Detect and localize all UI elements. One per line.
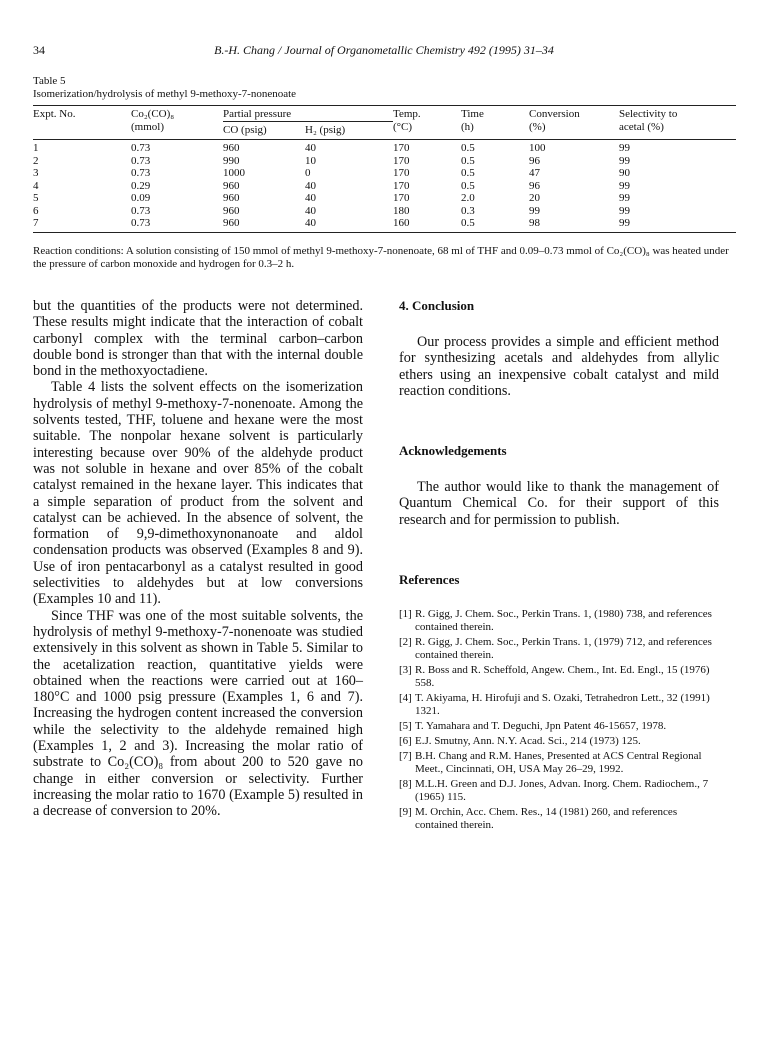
section-title-acknowledgements: Acknowledgements	[399, 443, 507, 459]
col-header-selectivity-unit: acetal (%)	[619, 121, 736, 140]
reference-text: T. Yamahara and T. Deguchi, Jpn Patent 46-15657, 1978.	[415, 720, 667, 733]
table-cell: 0.5	[461, 142, 475, 154]
col-header-time-unit: (h)	[461, 121, 529, 140]
table-cell: 960	[223, 142, 240, 154]
table-row	[33, 167, 736, 180]
col-header-time: Time	[461, 106, 529, 122]
table-cell: 960	[223, 204, 240, 217]
table-row	[33, 192, 736, 205]
table-footnote: Reaction conditions: A solution consisting of 150 mmol of methyl 9-methoxy-7-nonenoate, 68 ml of THF and 0.09–0.73 mmol of Co₂(CO)₈ was heated under the pressure of carbon monoxide and hydrogen for 0.3–2 h.	[33, 245, 729, 270]
table-cell: 0.09	[131, 192, 151, 204]
page-header	[33, 43, 735, 59]
table-cell: 99	[619, 204, 630, 217]
table-cell: 0	[305, 167, 311, 179]
reference-number: [8]	[399, 778, 412, 791]
table-cell: 40	[305, 179, 316, 192]
body-paragraph: Since THF was one of the most suitable solvents, the hydrolysis of methyl 9-methoxy-7-nonenoate was studied extensively in this solvent as shown in Table 5. Similar to the acetalization reaction, quantitative yields were obtained when the reactions were carried out at 160–180°C and 1000 psig pressure (Examples 1, 6 and 7). Increasing the hydrogen content increased the conversion while the selectivity to the aldehyde remained high (Examples 1, 2 and 3). Increasing the molar ratio of substrate to Co₂(CO)₈ from about 200 to 520 gave no change in either conversion or selectivity. Further increasing the molar ratio to 1670 (Example 5) resulted in a decrease of conversion to 20%.	[33, 607, 363, 820]
right-column	[399, 298, 719, 834]
reference-text: M.L.H. Green and D.J. Jones, Advan. Inorg. Chem. Radiochem., 7 (1965) 115.	[415, 778, 709, 804]
table-row	[33, 217, 736, 232]
reference-item	[399, 806, 719, 832]
table-cell: 96	[529, 179, 540, 192]
col-header-conversion: Conversion	[529, 106, 619, 122]
reference-item	[399, 778, 719, 804]
table-cell: 5	[33, 192, 39, 204]
table-cell: 990	[223, 154, 240, 167]
col-header-selectivity: Selectivity to	[619, 106, 736, 122]
table-label: Table 5	[33, 75, 66, 87]
body-paragraph: Table 4 lists the solvent effects on the isomerization hydrolysis of methyl 9-methoxy-7-nonenoate. Among the solvents tested, THF, toluene and hexane were the most suitable. The nonpolar hexane solvent is particularly interesting because over 90% of the aldehyde product was not soluble in hexane and over 85% of the cobalt catalyst remained in the hexane layer. This indicates that a simple separation of product from the solvent and catalyst can be achieved. In the absence of solvent, the formation of 9,9-dimethoxynonanoate and aldol condensation products was observed (Examples 8 and 9). Use of iron pentacarbonyl as a catalyst resulted in good selectivities to aldehydes but at low conversions (Examples 10 and 11).	[33, 379, 363, 608]
table-cell: 99	[619, 192, 630, 204]
table-cell: 0.73	[131, 204, 151, 217]
col-header-h2: H₂ (psig)	[305, 121, 393, 140]
table-cell: 0.73	[131, 142, 151, 154]
table-cell: 40	[305, 217, 393, 232]
table-cell: 2.0	[461, 192, 475, 204]
col-header-expt: Expt. No.	[33, 106, 131, 122]
table-cell: 6	[33, 204, 39, 217]
reference-item	[399, 692, 719, 718]
table-cell: 170	[393, 179, 410, 192]
reference-number: [7]	[399, 750, 412, 763]
table-row	[33, 180, 736, 193]
table-cell: 3	[33, 167, 39, 179]
table-cell: 47	[529, 167, 540, 179]
table-cell: 99	[619, 154, 630, 167]
table-cell: 0.5	[461, 217, 529, 232]
table-row	[33, 140, 736, 155]
table-cell: 99	[619, 142, 630, 154]
table-cell: 960	[223, 192, 240, 204]
table-cell: 2	[33, 154, 39, 167]
reference-number: [6]	[399, 735, 412, 748]
table-cell: 90	[619, 167, 630, 179]
table-cell: 99	[619, 179, 630, 192]
table-cell: 180	[393, 204, 410, 217]
table-cell: 40	[305, 142, 316, 154]
left-column	[33, 298, 363, 820]
table-cell: 100	[529, 142, 546, 154]
section-title-conclusion: 4. Conclusion	[399, 298, 475, 313]
reference-text: B.H. Chang and R.M. Hanes, Presented at ACS Central Regional Meet., Cincinnati, OH, USA May 26–29, 1992.	[415, 750, 702, 776]
table-cell: 0.3	[461, 204, 475, 217]
table-cell: 0.5	[461, 167, 475, 179]
col-header-catalyst-unit: (mmol)	[131, 121, 223, 140]
table-body	[33, 140, 736, 233]
reference-number: [9]	[399, 806, 412, 819]
col-header-co: CO (psig)	[223, 121, 305, 140]
table-cell: 40	[305, 204, 316, 217]
table-cell: 170	[393, 154, 410, 167]
table-cell: 0.73	[131, 154, 151, 167]
reference-number: [4]	[399, 692, 412, 705]
reference-number: [3]	[399, 664, 412, 677]
table-cell: 960	[223, 217, 305, 232]
reference-number: [1]	[399, 608, 412, 621]
reference-item	[399, 750, 719, 776]
table-cell: 4	[33, 179, 39, 192]
col-header-partial-pressure: Partial pressure	[223, 106, 393, 122]
col-header-conversion-unit: (%)	[529, 121, 619, 140]
table-caption	[33, 75, 296, 101]
table-cell: 96	[529, 154, 540, 167]
table-cell: 0.73	[131, 167, 151, 179]
reference-item	[399, 608, 719, 634]
reference-item	[399, 735, 719, 748]
reference-text: E.J. Smutny, Ann. N.Y. Acad. Sci., 214 (1973) 125.	[415, 735, 641, 748]
reference-item	[399, 664, 719, 690]
table-cell: 0.73	[131, 217, 223, 232]
table-title: Isomerization/hydrolysis of methyl 9-methoxy-7-nonenoate	[33, 88, 297, 100]
table-cell: 40	[305, 192, 316, 204]
section-title-references: References	[399, 572, 460, 588]
reference-text: R. Gigg, J. Chem. Soc., Perkin Trans. 1, (1979) 712, and references contained therein.	[415, 636, 712, 662]
table-cell: 20	[529, 192, 540, 204]
table-row	[33, 155, 736, 168]
acknowledgements-text: The author would like to thank the management of Quantum Chemical Co. for their support of this research and for permission to publish.	[399, 479, 719, 528]
table-cell: 170	[393, 142, 410, 154]
col-header-catalyst: Co₂(CO)₈	[131, 106, 223, 122]
reference-text: R. Gigg, J. Chem. Soc., Perkin Trans. 1, (1980) 738, and references contained therein.	[415, 608, 712, 634]
reference-number: [2]	[399, 636, 412, 649]
table-row	[33, 205, 736, 218]
references-list	[399, 608, 719, 832]
reference-number: [5]	[399, 720, 412, 733]
col-header-temp-unit: (°C)	[393, 121, 461, 140]
table-cell: 170	[393, 192, 410, 204]
running-head: B.-H. Chang / Journal of Organometallic Chemistry 492 (1995) 31–34	[214, 43, 554, 57]
table-cell: 0.29	[131, 179, 151, 192]
reference-text: R. Boss and R. Scheffold, Angew. Chem., Int. Ed. Engl., 15 (1976) 558.	[415, 664, 710, 690]
reference-text: M. Orchin, Acc. Chem. Res., 14 (1981) 260, and references contained therein.	[415, 806, 678, 832]
table-cell: 7	[33, 217, 131, 232]
table-cell: 160	[393, 217, 461, 232]
col-header-temp: Temp.	[393, 106, 461, 122]
body-paragraph: but the quantities of the products were not determined. These results might indicate that the interaction of cobalt carbonyl complex with the terminal carbon–carbon double bond is stronger than that with the internal double bond in the methoxyoctadiene.	[33, 298, 363, 380]
table-cell: 170	[393, 167, 410, 179]
reference-text: T. Akiyama, H. Hirofuji and S. Ozaki, Tetrahedron Lett., 32 (1991) 1321.	[415, 692, 710, 718]
table-cell: 960	[223, 179, 240, 192]
table-cell: 99	[619, 217, 736, 232]
table-cell: 99	[529, 204, 540, 217]
data-table	[33, 105, 736, 233]
table-cell: 1	[33, 142, 39, 154]
table-cell: 10	[305, 154, 316, 167]
table-cell: 0.5	[461, 179, 475, 192]
table-cell: 98	[529, 217, 619, 232]
table-cell: 0.5	[461, 154, 475, 167]
reference-item	[399, 720, 719, 733]
conclusion-text: Our process provides a simple and efficient method for synthesizing acetals and aldehydes from allylic ethers using an inexpensive cobalt catalyst and mild reaction conditions.	[399, 334, 719, 399]
table-cell: 1000	[223, 167, 245, 179]
page-number: 34	[33, 43, 45, 57]
reference-item	[399, 636, 719, 662]
